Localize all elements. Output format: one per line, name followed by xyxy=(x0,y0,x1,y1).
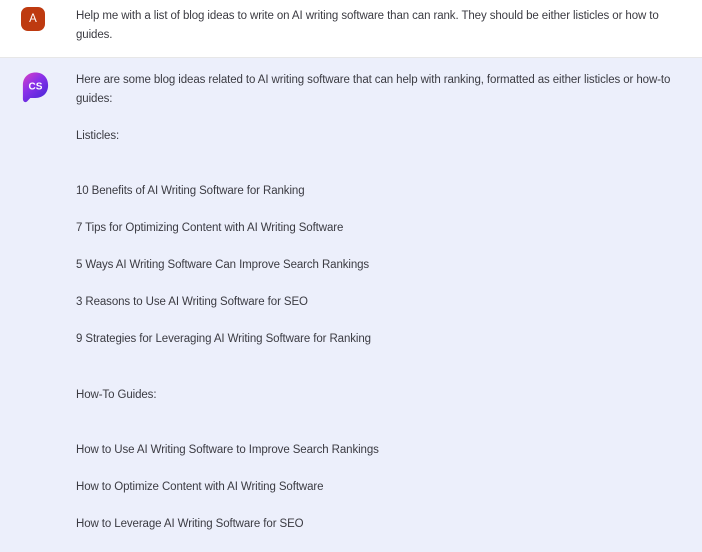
chatsonic-avatar-label: CS xyxy=(28,81,43,93)
assistant-message-content xyxy=(76,71,696,552)
user-message-text: Help me with a list of blog ideas to write on AI writing software than can rank. They should be either listicles or how to guides. xyxy=(76,10,659,41)
blank-line xyxy=(76,164,696,183)
chatsonic-avatar-icon xyxy=(22,72,49,103)
blank-line xyxy=(76,367,696,386)
user-avatar: A xyxy=(21,7,45,31)
list-item: 7 Tips for Optimizing Content with AI Writing Software xyxy=(76,222,344,234)
assistant-message-row xyxy=(0,58,702,552)
list-item: How to Optimize Content with AI Writing Software xyxy=(76,481,324,493)
list-item: How to Leverage AI Writing Software for SEO xyxy=(76,518,304,530)
user-avatar-column xyxy=(21,7,76,31)
blank-line xyxy=(76,423,696,442)
user-message-row xyxy=(0,0,702,58)
list-item: 10 Benefits of AI Writing Software for Ranking xyxy=(76,185,305,197)
assistant-avatar-column xyxy=(21,71,76,108)
list-item: 5 Ways AI Writing Software Can Improve Search Rankings xyxy=(76,259,370,271)
section-heading-how-to-guides: How-To Guides: xyxy=(76,388,157,401)
assistant-intro-text: Here are some blog ideas related to AI writing software that can help with ranking, formatted as either listicles or how-to guides: xyxy=(76,74,671,105)
list-item: How to Use AI Writing Software to Improve Search Rankings xyxy=(76,444,379,456)
user-message-content xyxy=(76,7,696,63)
list-item: 9 Strategies for Leveraging AI Writing Software for Ranking xyxy=(76,333,371,345)
section-heading-listicles: Listicles: xyxy=(76,129,120,142)
list-item: 3 Reasons to Use AI Writing Software for SEO xyxy=(76,296,308,308)
